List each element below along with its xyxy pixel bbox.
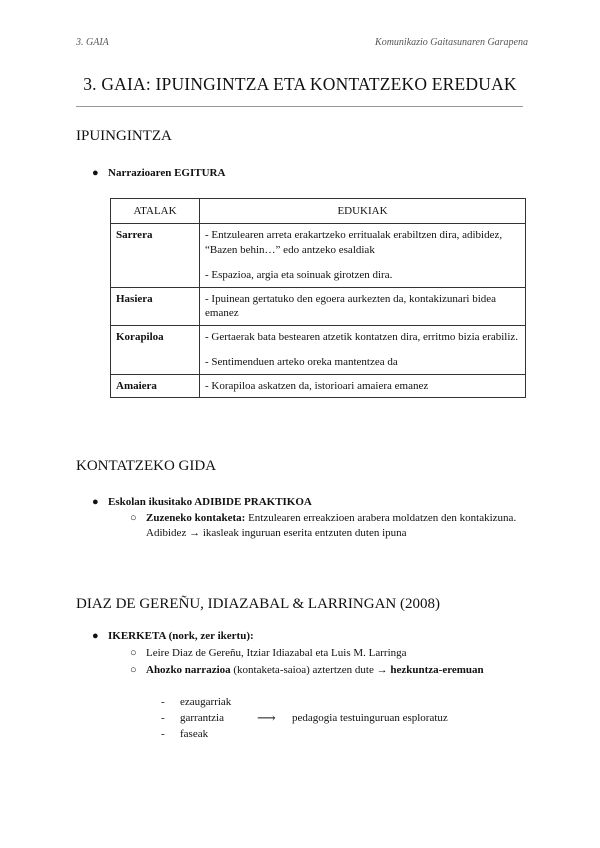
table-row [111,325,526,374]
row-paragraph: - Espazioa, argia eta soinuak girotzen dira. [205,269,393,281]
table-header-row [111,199,526,224]
bullet-ikerketa [92,630,254,642]
row-label: Korapiloa [111,325,200,374]
header-left: 3. GAIA [76,37,109,48]
sub-item-bold-end: hezkuntza-eremuan [387,664,484,676]
row-content [200,287,526,325]
section-heading-ipuingintza: IPUINGINTZA [76,128,172,144]
header-right: Komunikazio Gaitasunaren Garapena [375,37,528,48]
section-heading-kontatzeko-gida: KONTATZEKO GIDA [76,458,217,474]
row-content [200,224,526,288]
sub-item-bold: Zuzeneko kontaketa: [146,512,246,524]
circle-bullet-icon: ○ [130,512,137,524]
bullet-icon: ● [92,630,99,642]
sub-item-text [146,663,484,678]
row-label: Amaiera [111,374,200,398]
table-header-edukiak: EDUKIAK [200,199,526,224]
row-label: Sarrera [111,224,200,288]
sub-item-desc: (kontaketa-saioa) aztertzen dute [230,664,377,676]
bullet-icon: ● [92,496,99,508]
page-title: 3. GAIA: IPUINGINTZA ETA KONTATZEKO EREDUAK [83,74,517,94]
bullet-text: IKERKETA (nork, zer ikertu): [108,630,254,642]
row-paragraph: - Sentimenduen arteko oreka mantentzea da [205,356,398,368]
arrow-icon: → [376,664,388,676]
table-header-atalak: ATALAK [111,199,200,224]
title-divider [76,106,523,107]
sub-item-example: Adibidez → ikasleak inguruan eserita entzuten duten ipuna [146,527,407,539]
bullet-icon: ● [92,167,99,179]
table-row [111,374,526,398]
row-content [200,374,526,398]
dash-item-text: garrantzia [180,712,224,724]
circle-bullet-icon: ○ [130,647,137,659]
sub-item-text: Leire Diaz de Gereñu, Itziar Idiazabal eta Luis M. Larringa [146,647,407,659]
sub-item-bold: Ahozko narrazioa [146,664,231,676]
row-content [200,325,526,374]
dash-item-text: ezaugarriak [180,696,232,708]
row-paragraph: - Gertaerak bata bestearen atzetik kontatzen dira, erritmo bizia erabiliz. [205,330,519,343]
section-heading-diaz-de-gerenu: DIAZ DE GEREÑU, IDIAZABAL & LARRINGAN (2008) [76,596,440,612]
structure-table [110,198,526,398]
row-paragraph: - Ipuinean gertatuko den egoera aurkezten da, kontakizunari bidea emanez [205,292,497,319]
row-paragraph: - Korapiloa askatzen da, istorioari amaiera emanez [205,379,429,392]
sub-item-desc: Entzulearen erreakzioen arabera moldatzen den kontakizuna. [245,512,517,524]
sub-item-text [146,511,523,541]
dash-item-text: faseak [180,728,209,740]
row-label: Hasiera [111,287,200,325]
table-row [111,224,526,288]
arrow-text: pedagogia testuinguruan esploratuz [292,712,448,724]
bullet-text: Narrazioaren EGITURA [108,167,226,179]
table-row [111,287,526,325]
circle-bullet-icon: ○ [130,664,137,676]
bullet-narrazioaren-egitura [92,167,225,179]
bullet-adibide-praktikoa [92,496,312,508]
long-arrow-icon: ⟶ [257,710,276,725]
bullet-text: Eskolan ikusitako ADIBIDE PRAKTIKOA [108,496,312,508]
row-paragraph: - Entzulearen arreta erakartzeko erritualak erabiltzen dira, adibidez, “Bazen behin…” edo antzeko esaldiak [205,229,503,256]
